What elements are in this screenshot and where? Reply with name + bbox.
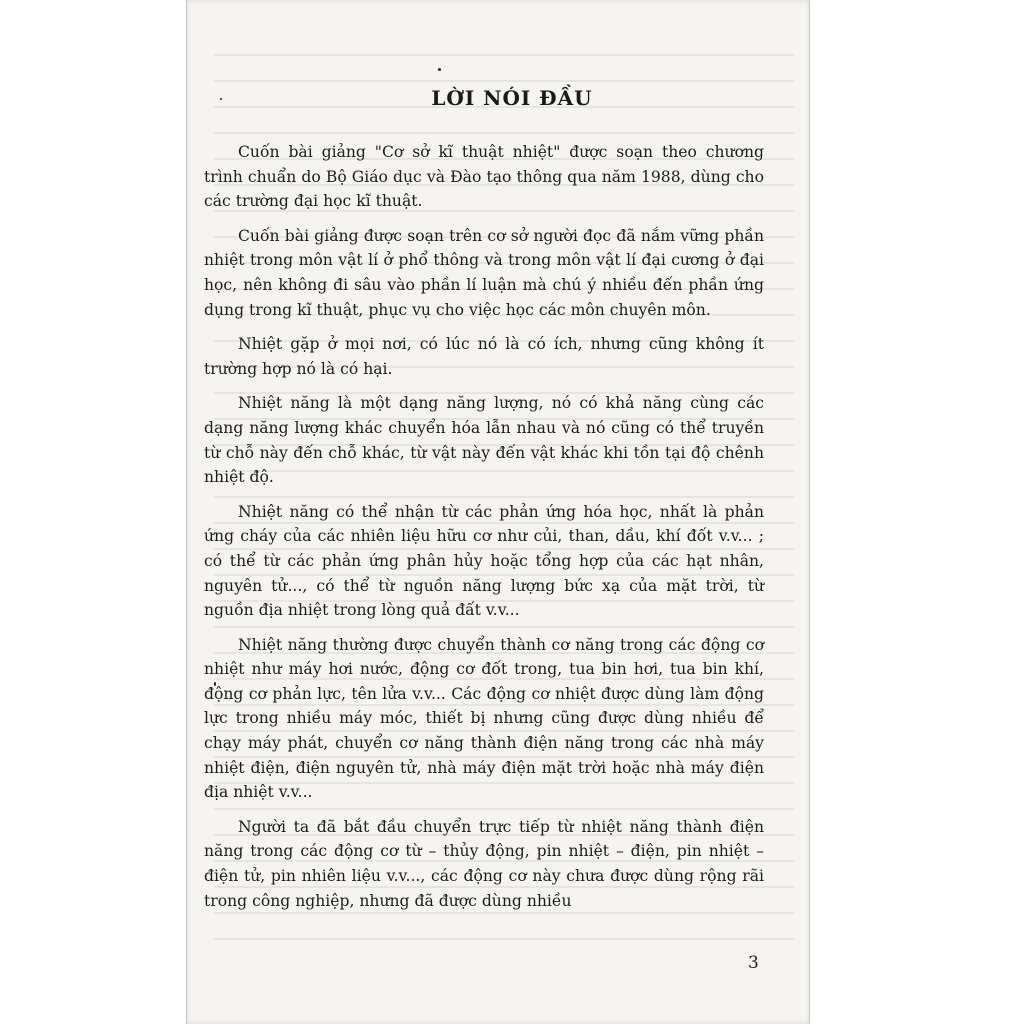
paragraph: Nhiệt gặp ở mọi nơi, có lúc nó là có ích, nhưng cũng không ít trường hợp nó là có hại.	[204, 335, 764, 378]
page-number: 3	[748, 953, 759, 973]
paragraph: Người ta đã bắt đầu chuyển trực tiếp từ nhiệt năng thành điện năng trong các động cơ từ – thủy động, pin nhiệt – điện, pin nhiệt – điện tử, pin nhiên liệu v.v..., các động cơ này chưa được dùng rộng rãi trong công nghiệp, nhưng đã được dùng nhiều	[204, 817, 764, 910]
page-title: LỜI NÓI ĐẦU	[431, 86, 593, 110]
paragraph: Cuốn bài giảng "Cơ sở kĩ thuật nhiệt" được soạn theo chương trình chuẩn do Bộ Giáo dục và Đào tạo thông qua năm 1988, dùng cho các trường đại học kĩ thuật.	[204, 143, 764, 211]
page-left-edge	[186, 0, 187, 1024]
dust-speck	[438, 68, 441, 71]
page-right-edge	[809, 0, 810, 1024]
preface-body	[204, 140, 764, 923]
paragraph: Nhiệt năng là một dạng năng lượng, nó có khả năng cùng các dạng năng lượng khác chuyển hóa lẫn nhau và nó cũng có thể truyền từ chỗ này đến chỗ khác, từ vật này đến vật khác khi tồn tại độ chênh nhiệt độ.	[204, 394, 764, 487]
paragraph: Nhiệt năng có thể nhận từ các phản ứng hóa học, nhất là phản ứng cháy của các nhiên liệu hữu cơ như củi, than, dầu, khí đốt v.v... ; có thể từ các phản ứng phân hủy hoặc tổng hợp của các hạt nhân, nguyên tử..., có thể từ nguồn năng lượng bức xạ của mặt trời, từ nguồn địa nhiệt trong lòng quả đất v.v...	[204, 502, 764, 620]
paragraph: Nhiệt năng thường được chuyển thành cơ năng trong các động cơ nhiệt như máy hơi nước, động cơ đốt trong, tua bin hơi, tua bin khí, động cơ phản lực, tên lửa v.v... Các động cơ nhiệt được dùng làm động lực trong nhiều máy móc, thiết bị nhưng cũng được dùng nhiều để chạy máy phát, chuyển cơ năng thành điện năng trong các nhà máy nhiệt điện, điện nguyên tử, nhà máy điện mặt trời hoặc nhà máy điện địa nhiệt v.v...	[204, 635, 764, 802]
paragraph: Cuốn bài giảng được soạn trên cơ sở người đọc đã nắm vững phần nhiệt trong môn vật lí ở phổ thông và trong môn vật lí đại cương ở đại học, nên không đi sâu vào phần lí luận mà chú ý nhiều đến phần ứng dụng trong kĩ thuật, phục vụ cho việc học các môn chuyên môn.	[204, 226, 764, 319]
